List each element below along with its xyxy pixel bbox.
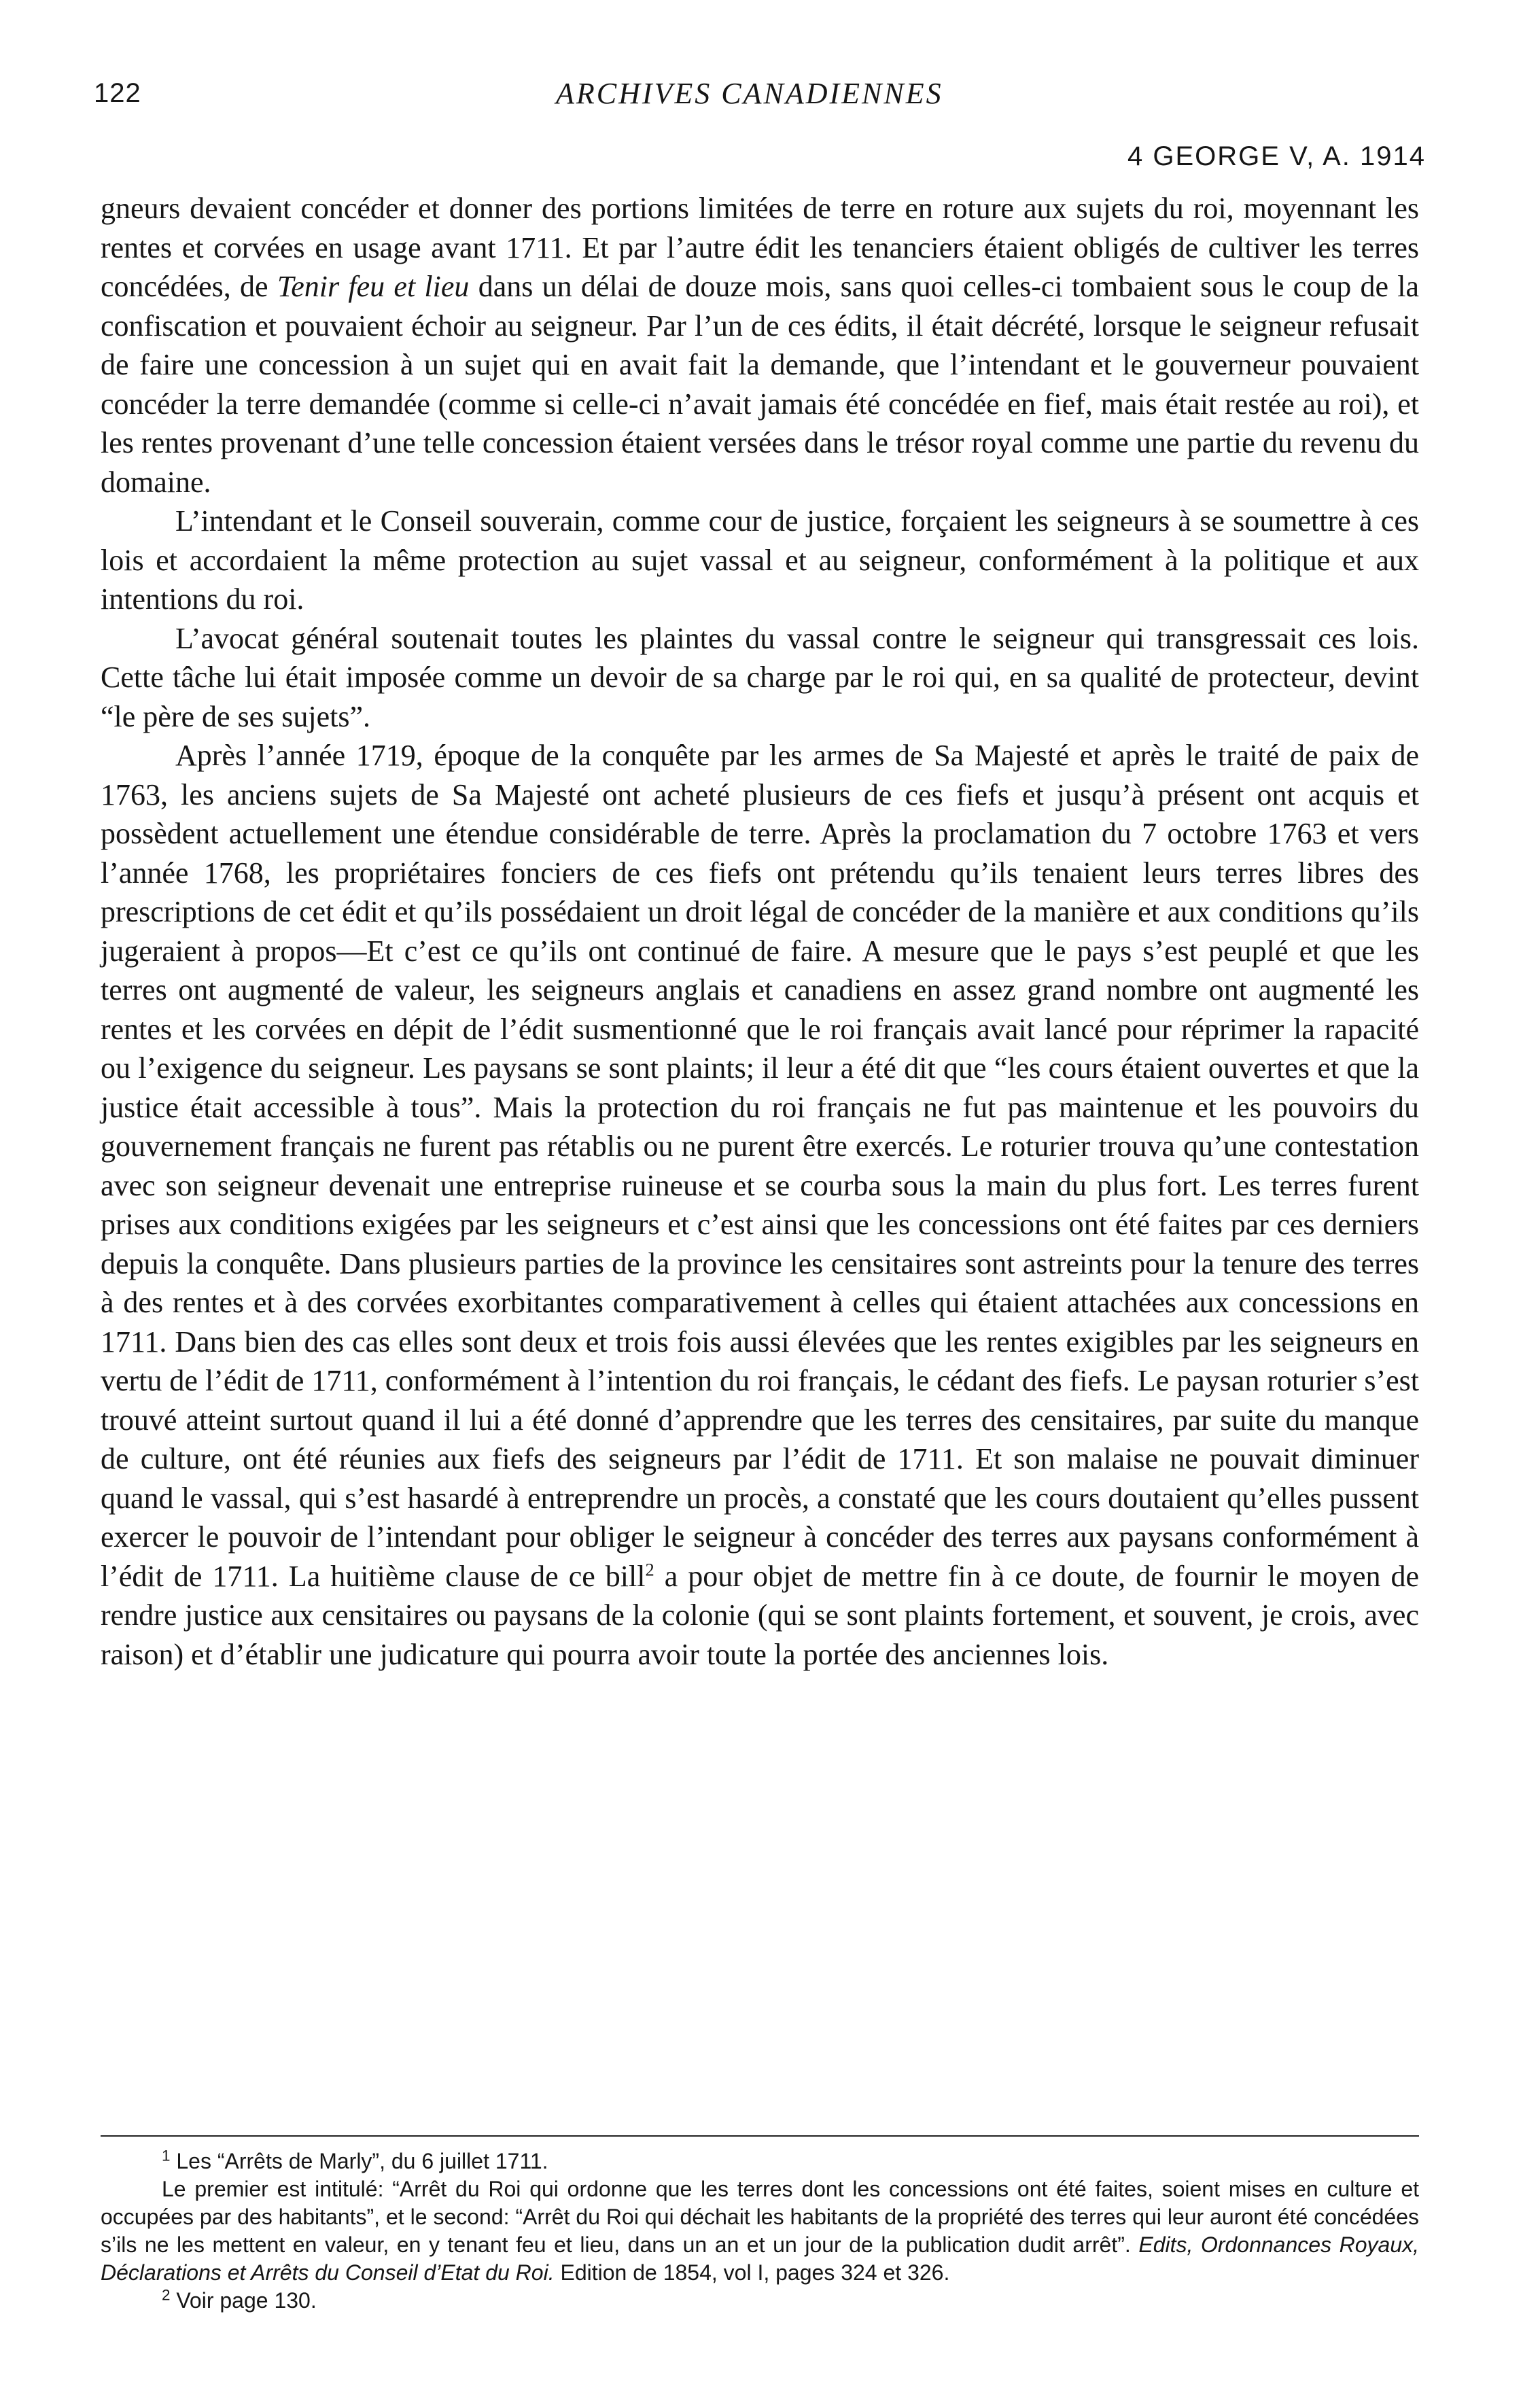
footnote-2-mark: 2 <box>162 2286 171 2304</box>
paragraph-3: L’avocat général soutenait toutes les plaintes du vassal contre le seigneur qui transgressait ces lois. Cette tâche lui était imposée comme un devoir de sa charge par le roi qui, en sa qualité de protecteur, devint “le père de ses sujets”. <box>101 621 1419 733</box>
regnal-year: 4 GEORGE V, A. 1914 <box>1127 141 1426 171</box>
footnote-2-line: Voir page 130. <box>176 2288 317 2313</box>
footnote-1-italic: Edits, Ordonnances Royaux, Déclarations et Arrêts du Conseil d’Etat du Roi. <box>101 2232 1420 2285</box>
footnote-1-body <box>101 2175 1419 2287</box>
footnote-divider <box>101 2135 1419 2137</box>
paragraph-1-rest: dans un délai de douze mois, sans quoi celles-ci tombaient sous le coup de la confiscation et pouvaient échoir au seigneur. Par l’un de ces édits, il était décrété, lorsque le seigneur refusait de faire une concession à un sujet qui en avait fait la demande, que l’intendant et le gouverneur pouvaient concéder la terre demandée (comme si celle-ci n’avait jamais été concédée en fief, mais était restée au roi), et les rentes provenant d’une telle concession étaient versées dans le trésor royal comme une partie du revenu du domaine. <box>101 270 1420 499</box>
footnote-1-mark: 1 <box>162 2147 171 2164</box>
footnote-1-text: Le premier est intitulé: “Arrêt du Roi qui ordonne que les terres dont les concessions ont été faites, soient mises en culture et occupées par des habitants”, et le second: “Arrêt du Roi qui déchait les habitants de la propriété des terres qui leur auront été concédées s’ils ne les mettent en valeur, en y tenant feu et lieu, dans un an et un jour de la publication dudit arrêt”. <box>101 2177 1419 2257</box>
running-title: ARCHIVES CANADIENNES <box>556 77 943 110</box>
footnote-1-line: Les “Arrêts de Marly”, du 6 juillet 1711. <box>176 2149 548 2173</box>
paragraph-4-rest: a pour objet de mettre fin à ce doute, de fournir le moyen de rendre justice aux censitaires ou paysans de la colonie (qui se sont plaints fortement, et souvent, je crois, avec raison) et d’établir une judicature qui pourra avoir toute la portée des anciennes lois. <box>101 1559 1420 1671</box>
footnote-2 <box>101 2287 1419 2315</box>
footnote-ref-2[interactable]: 2 <box>645 1558 654 1579</box>
paragraph-4-text: Après l’année 1719, époque de la conquête par les armes de Sa Majesté et après le traité de paix de 1763, les anciens sujets de Sa Majesté ont acheté plusieurs de ces fiefs et jusqu’à présent ont acquis et possèdent actuellement une étendue considérable de terre. Après la proclamation du 7 octobre 1763 et vers l’année 1768, les propriétaires fonciers de ces fiefs ont prétendu qu’ils tenaient leurs terres libres des prescriptions de cet édit et qu’ils possédaient un droit légal de concéder de la manière et aux conditions qu’ils jugeraient à propos—Et c’est ce qu’ils ont continué de faire. A mesure que le pays s’est peuplé et que les terres ont augmenté de valeur, les seigneurs anglais et canadiens en assez grand nombre ont augmenté les rentes et les corvées en dépit de l’édit susmentionné que le roi français avait lancé pour réprimer la rapacité ou l’exigence du seigneur. Les paysans se sont plaints; il leur a été dit que “les cours étaient ouvertes et que la justice était accessible à tous”. Mais la protection du roi français ne fut pas maintenue et les pouvoirs du gouvernement français ne furent pas rétablis ou ne purent être exercés. Le roturier trouva qu’une contestation avec son seigneur devenait une entreprise ruineuse et se courba sous la main du plus fort. Les terres furent prises aux conditions exigées par les seigneurs et c’est ainsi que les concessions ont été faites par ces derniers depuis la conquête. Dans plusieurs parties de la province les censitaires sont astreints pour la tenure des terres à des rentes et à des corvées exorbitantes comparativement à celles qui étaient attachées aux concessions en 1711. Dans bien des cas elles sont deux et trois fois aussi élevées que les rentes exigibles par les seigneurs en vertu de l’édit de 1711, conformément à l’intention du roi français, le cédant des fiefs. Le paysan roturier s’est trouvé atteint surtout quand il lui a été donné d’apprendre que les terres des censitaires, par suite du manque de culture, ont été réunies aux fiefs des seigneurs par l’édit de 1711. Et son malaise ne pouvait diminuer quand le vassal, qui s’est hasardé à entreprendre un procès, a constaté que les cours doutaient qu’elles pussent exercer le pouvoir de l’intendant pour obliger le seigneur à concéder des terres aux paysans conformément à l’édit de 1711. La huitième clause de ce bill <box>101 739 1419 1593</box>
paragraph-1-text: gneurs devaient concéder et donner des portions limitées de terre en roture aux sujets du roi, moyennant les rentes et corvées en usage avant 1711. Et par l’autre édit les tenanciers étaient obligés de cultiver les terres concédées, de <box>101 192 1419 303</box>
footnote-1-tail: Edition de 1854, vol I, pages 324 et 326. <box>560 2260 950 2285</box>
footnotes <box>101 2148 1419 2315</box>
footnote-1-title <box>101 2148 1419 2175</box>
page-number: 122 <box>94 78 141 108</box>
paragraph-4 <box>101 736 1419 1674</box>
paragraph-2: L’intendant et le Conseil souverain, comme cour de justice, forçaient les seigneurs à se soumettre à ces lois et accordaient la même protection au sujet vassal et au seigneur, conformément à la politique et aux intentions du roi. <box>101 504 1419 616</box>
body-text <box>101 189 1419 1674</box>
paragraph-1-italic: Tenir feu et lieu <box>277 270 470 303</box>
paragraph-1 <box>101 189 1419 502</box>
